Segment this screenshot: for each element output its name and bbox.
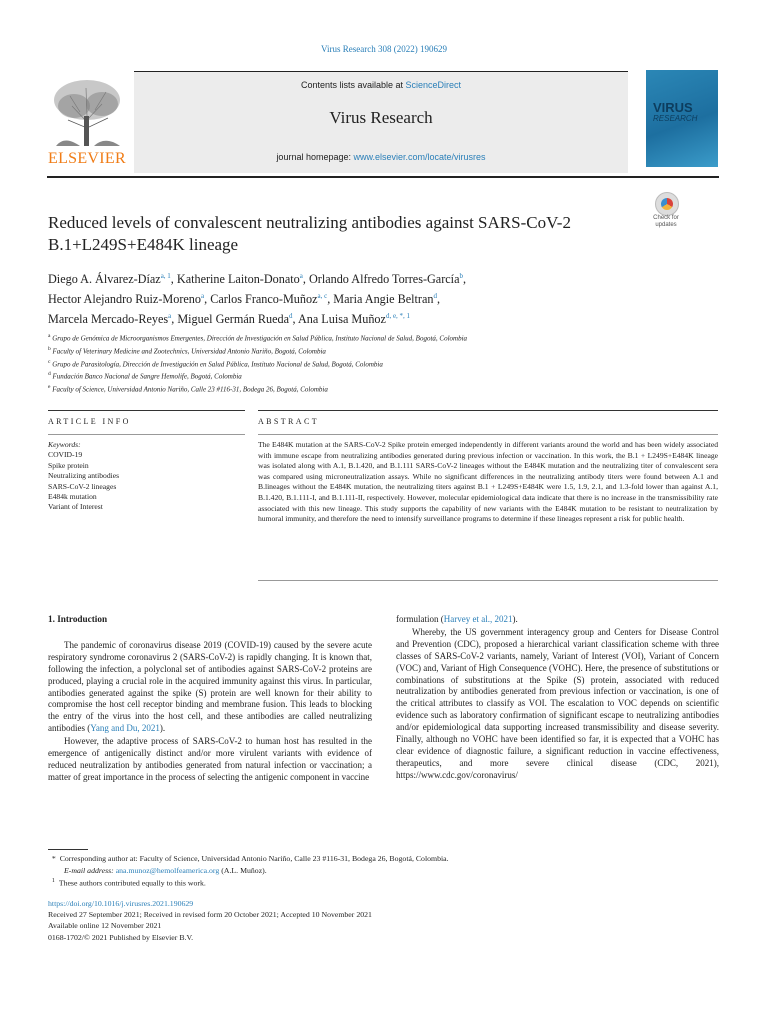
received-dates: Received 27 September 2021; Received in revised form 20 October 2021; Accepted 10 November 2021: [48, 910, 372, 920]
affiliation-item: [48, 331, 688, 344]
keyword-item[interactable]: E484k mutation: [48, 492, 97, 502]
footnote-rule: [48, 849, 88, 850]
intro-paragraph-3: Whereby, the US government interagency group and Centers for Disease Control and Prevention (CDC), proposed a hierarchical variant classification scheme with three classes of SARS-CoV-2 variants, namely, Variant of Interest (VOI), Variant of Concern (VOC) and, Variant of High Consequence (VOHC). Here, the presence of substitutions or combinations of substitutions at the Spike (S) protein, associated with reduced neutralization by antibodies generated from previous infection or vaccination, is one of the critical attributes to classify as VOI. The escalation to VOC depends on scientific evidence such as laboratory confirmation of significant escape to neutralizing antibodies and/or epidemiological data supporting increased transmissibility and disease severity. Finally, although no VOHC have been identified so far, it is expected that a VOHC has clear evidence of diagnostic failure, a significant reduction in vaccine effectiveness, therapeutics, and more severe clinical disease (CDC, 2021), https://www.cdc.gov/coronavirus/: [396, 626, 720, 780]
article-title: Reduced levels of convalescent neutralizing antibodies against SARS-CoV-2 B.1+L249S+E484K lineage: [48, 213, 571, 254]
author-affiliation-marker[interactable]: a: [168, 312, 172, 321]
keywords-block: [48, 440, 245, 513]
keywords-label: Keywords:: [48, 440, 81, 449]
author-list: [48, 268, 658, 328]
author-affiliation-marker[interactable]: d: [289, 312, 293, 321]
crossmark-icon: [655, 192, 679, 216]
check-for-updates-label: Check for updates: [653, 215, 679, 228]
author-affiliation-marker[interactable]: b: [459, 272, 463, 280]
contents-lists-line: [134, 80, 628, 90]
author-affiliation-marker[interactable]: a: [299, 272, 303, 280]
author-separator: ,: [292, 312, 298, 327]
intro-paragraph-2-continued: formulation (Harvey et al., 2021).: [396, 614, 518, 624]
elsevier-wordmark: ELSEVIER: [48, 150, 126, 167]
intro-paragraph-1: The pandemic of coronavirus disease 2019 (COVID-19) caused by the severe acute respiratory syndrome coronavirus 2 (SARS-CoV-2) is rapidly changing. It is known that, following the infection, a polyclonal set of antibodies against SARS-CoV-2 proteins are produced, playing a crucial role in the acquired immunity against this virus. In particular, antibodies generated against the spike (S) protein are well known for their ability to compromise the host cell receptor binding and membrane fusion. This leads to blocking the entry of the virus into the host cell, and these antibodies are called neutralizing antibodies (Yang and Du, 2021).: [48, 639, 372, 734]
footnote-equal-contribution: $^1$ These authors contributed equally to this work.: [51, 878, 206, 888]
ref-link-harvey[interactable]: Harvey et al., 2021: [443, 614, 513, 624]
author-separator: ,: [302, 272, 309, 287]
affiliation-key: e: [48, 384, 51, 391]
affiliation-text: Grupo de Parasitología, Dirección de Investigación en Salud Pública, Instituto Nacional de Salud, Bogotá, Colombia: [52, 359, 383, 368]
author-affiliation-marker[interactable]: a: [200, 292, 205, 301]
footnote-corresponding: * Corresponding author at: Faculty of Science, Universidad Antonio Nariño, Calle 23 #116-31, Bodega 26, Bogotá, Colombia.: [48, 854, 449, 863]
keyword-item[interactable]: SARS-CoV-2 lineages: [48, 481, 117, 491]
body-column-right: [396, 614, 719, 782]
journal-name[interactable]: Virus Research: [329, 108, 433, 127]
author-name[interactable]: Orlando Alfredo Torres-García: [308, 272, 460, 287]
affiliation-text: Grupo de Genómica de Microorganismos Emergentes, Dirección de Investigación en Salud Pública, Instituto Nacional de Salud, Bogotá, Colombia: [52, 334, 468, 343]
journal-cover-thumbnail[interactable]: [646, 70, 718, 167]
author-separator: ,: [171, 312, 178, 327]
email-link[interactable]: ana.munoz@hemolfeamerica.org: [115, 865, 220, 875]
author-name[interactable]: Carlos Franco-Muñoz: [210, 292, 318, 307]
author-name[interactable]: Diego A. Álvarez-Díaz: [48, 272, 161, 287]
footnote-email: E-mail address: ana.munoz@hemolfeamerica.org (A.L. Muñoz).: [64, 865, 267, 875]
journal-header-band: [134, 71, 628, 173]
author-affiliation-marker[interactable]: a, c: [317, 292, 328, 301]
ref-link-yang-du[interactable]: Yang and Du, 2021: [90, 723, 160, 734]
article-metadata: [48, 898, 720, 943]
abstract-text: The E484K mutation at the SARS-CoV-2 Spike protein emerged independently in different variants around the world and has been widely associated with immune escape from neutralizing antibodies generated during previous infection or vaccination. In this work, the B.1 + L249S+E484K lineage was isolated along with A.1, B.1.420, and B.1.111 SARS-CoV-2 lineages without the E484K mutation and the neutralizing titer of convalescent sera was compared using microneutralization assays. While no significant differences in the neutralizing antibody titers were found between A.1 and B.lineages without the E484K mutation, the neutralizing titers against B.1 + L249S+E484K were 1.5, 1.9, 2.1, and 1.3-fold lower than against A.1, B.1.420, B.1.111-I, and B.1.111-II, respectively. However, molecular epidemiological data indicate that there is no increase in the transmissibility rate associated with this new lineage. This study supports the capability of new variants with the E484K mutation to be resistant to neutralization by humoral immunity, and therefore the need to intensify surveillance programs to determine if these lineages represent a risk for public health.: [258, 440, 718, 524]
keyword-item[interactable]: Variant of Interest: [48, 502, 103, 512]
author-affiliation-marker[interactable]: a, 1: [160, 272, 171, 280]
homepage-prefix: journal homepage:: [276, 152, 354, 162]
intro-paragraph-2: However, the adaptive process of SARS-CoV-2 to human host has resulted in the emergence of antigenically distinct and/or more virulent variants with evidence of reduced neutralization by antibodies generated from natural infection or vaccination; a matter of great importance in the process of selecting the antigenic component in vaccine: [48, 736, 372, 782]
cover-subtitle: RESEARCH: [653, 114, 698, 123]
abstract-heading: ABSTRACT: [258, 417, 319, 426]
elsevier-tree-icon: [50, 76, 124, 148]
author-separator: ,: [462, 272, 467, 287]
affiliation-key: c: [48, 358, 51, 365]
abstract-bottom-rule: [258, 580, 718, 581]
keyword-list: [48, 450, 245, 512]
author-affiliation-marker[interactable]: d, e, *, 1: [385, 312, 411, 321]
author-name[interactable]: Miguel Germán Rueda: [177, 312, 290, 327]
keyword-item[interactable]: Neutralizing antibodies: [48, 471, 120, 481]
author-separator: ,: [327, 292, 334, 307]
article-info-sub-rule: [48, 434, 245, 435]
issn-copyright: 0168-1702/© 2021 Published by Elsevier B.V.: [48, 932, 194, 942]
affiliation-text: Fundación Banco Nacional de Sangre Hemolife, Bogotá, Colombia: [52, 372, 242, 381]
journal-homepage-line: [134, 152, 628, 162]
doi-link[interactable]: https://doi.org/10.1016/j.virusres.2021.190629: [48, 899, 194, 908]
keyword-item[interactable]: COVID-19: [48, 450, 83, 460]
affiliation-text: Faculty of Science, Universidad Antonio Nariño, Calle 23 #116-31, Bodega 26, Bogotá, Colombia: [52, 385, 328, 394]
header-divider: [47, 176, 719, 178]
affiliation-item: [48, 357, 688, 370]
author-name[interactable]: Ana Luisa Muñoz: [297, 312, 386, 327]
journal-citation[interactable]: Virus Research 308 (2022) 190629: [321, 44, 447, 54]
affiliation-list: [48, 331, 688, 395]
author-separator: ,: [170, 272, 177, 287]
author-name[interactable]: Katherine Laiton-Donato: [176, 272, 300, 287]
elsevier-logo[interactable]: [47, 70, 127, 170]
author-separator: ,: [204, 292, 211, 307]
author-name[interactable]: Maria Angie Beltran: [333, 292, 434, 307]
section-heading-introduction: 1. Introduction: [48, 614, 108, 624]
footnotes: [48, 853, 720, 889]
abstract-top-rule: [258, 410, 718, 411]
affiliation-text: Faculty of Veterinary Medicine and Zootechnics, Universidad Antonio Nariño, Bogotá, Colombia: [52, 347, 326, 356]
sciencedirect-link[interactable]: ScienceDirect: [405, 80, 462, 90]
affiliation-item: [48, 382, 688, 395]
affiliation-key: a: [48, 333, 51, 339]
affiliation-item: [48, 344, 688, 357]
article-info-heading: ARTICLE INFO: [48, 417, 131, 426]
affiliation-key: b: [48, 345, 51, 352]
author-name[interactable]: Marcela Mercado-Reyes: [48, 312, 169, 327]
affiliation-key: d: [48, 371, 51, 378]
journal-homepage-link[interactable]: www.elsevier.com/locate/virusres: [353, 152, 486, 162]
author-separator: ,: [436, 292, 441, 307]
keyword-item[interactable]: Spike protein: [48, 460, 89, 470]
cover-title: VIRUS: [653, 100, 693, 115]
author-affiliation-marker[interactable]: d: [433, 292, 437, 301]
author-name[interactable]: Hector Alejandro Ruiz-Moreno: [48, 292, 201, 307]
contents-prefix: Contents lists available at: [300, 80, 406, 90]
article-info-top-rule: [48, 410, 245, 411]
body-column-left: [48, 614, 372, 784]
affiliation-item: [48, 369, 688, 382]
available-online-date: Available online 12 November 2021: [48, 921, 162, 931]
abstract-sub-rule: [258, 434, 718, 435]
check-for-updates-button[interactable]: [646, 192, 686, 232]
